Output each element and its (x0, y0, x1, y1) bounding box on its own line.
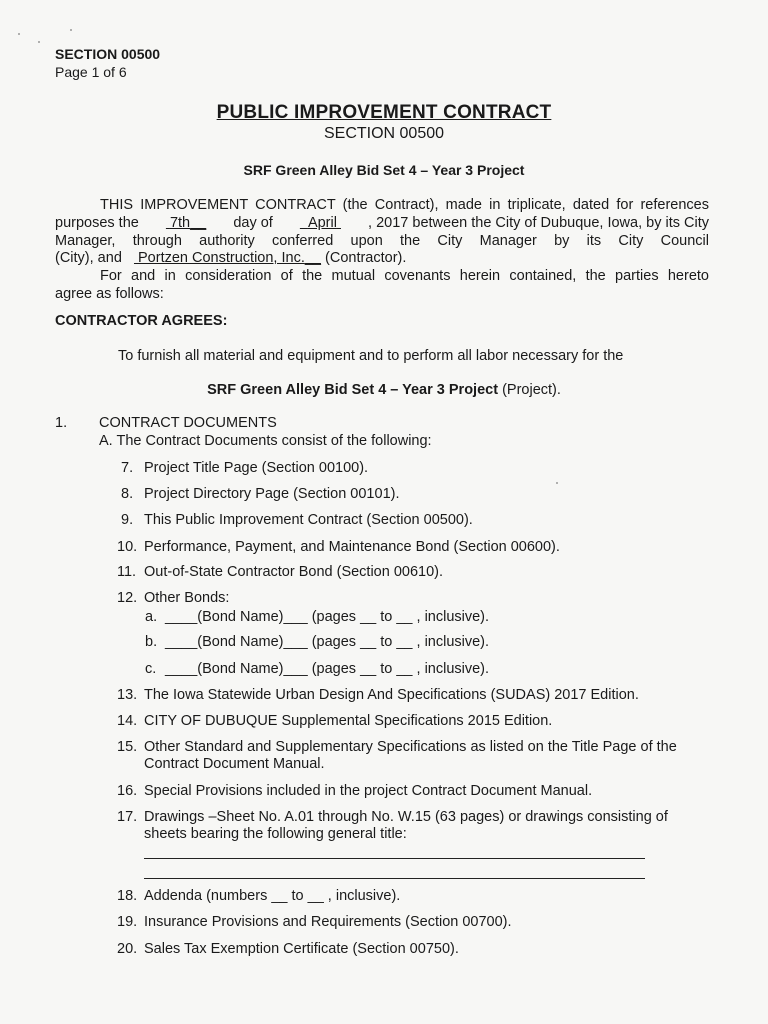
contractor-name-value: Portzen Construction, Inc. (138, 250, 305, 266)
bond-text: ____(Bond Name)___ (pages __ to __ , inclusive). (165, 609, 490, 625)
list-item-number: 11. (117, 564, 137, 580)
contractor-agrees-project (0, 382, 768, 399)
list-item-number: 17. (117, 809, 138, 825)
list-item-text: Out-of-State Contractor Bond (Section 00610). (144, 564, 444, 580)
section-1-intro: A. The Contract Documents consist of the following: (99, 433, 432, 449)
list-item (121, 512, 473, 529)
list-item-text: CITY OF DUBUQUE Supplemental Specifications 2015 Edition. (144, 713, 553, 729)
contract-month (300, 215, 341, 232)
list-item-text: The Iowa Statewide Urban Design And Specifications (SUDAS) 2017 Edition. (144, 687, 639, 703)
project-title: SRF Green Alley Bid Set 4 – Year 3 Project (243, 162, 525, 178)
list-item-text: Special Provisions included in the project Contract Document Manual. (144, 783, 593, 799)
list-item (117, 809, 668, 826)
list-item-text: Addenda (numbers __ to __ , inclusive). (144, 888, 401, 904)
list-item-number: 12. (117, 590, 138, 606)
bond-item (145, 609, 489, 626)
preamble-text: (Contractor). (325, 250, 407, 266)
list-item (117, 888, 400, 905)
preamble-line-6: agree as follows: (55, 286, 164, 302)
list-item (121, 486, 400, 503)
list-item-text: Drawings –Sheet No. A.01 through No. W.15 (63 pages) or drawings consisting of (144, 809, 668, 825)
scan-speck (38, 41, 40, 43)
contract-day-value: 7th (169, 215, 191, 231)
list-item-number: 7. (121, 460, 134, 476)
project-name-bold: SRF Green Alley Bid Set 4 – Year 3 Project (207, 382, 499, 398)
section-1-number: 1. (55, 415, 68, 431)
preamble-line-4 (55, 250, 406, 267)
bond-text: ____(Bond Name)___ (pages __ to __ , inclusive). (165, 634, 490, 650)
scan-speck (70, 29, 72, 31)
bond-item (145, 661, 489, 678)
list-item-number: 18. (117, 888, 138, 904)
list-item-text: Project Directory Page (Section 00101). (144, 486, 400, 502)
list-item (117, 941, 459, 958)
list-item-number: 14. (117, 713, 138, 729)
list-item-number: 16. (117, 783, 138, 799)
scan-speck (556, 482, 558, 484)
list-item-continuation: sheets bearing the following general title: (144, 826, 407, 842)
preamble-line-2 (55, 215, 709, 232)
preamble-line-5: For and in consideration of the mutual covenants herein contained, the parties hereto (100, 268, 709, 284)
list-item (117, 687, 639, 704)
list-item (117, 564, 443, 581)
list-item-number: 15. (117, 739, 138, 755)
list-item (117, 783, 592, 800)
section-1-heading: CONTRACT DOCUMENTS (99, 415, 277, 431)
header-page-number: Page 1 of 6 (55, 64, 127, 80)
list-item-text: Other Bonds: (144, 590, 230, 606)
preamble-text: (City), and (55, 250, 122, 266)
preamble-line-3: Manager, through authority conferred upon the City Manager by its City Council (55, 233, 709, 249)
preamble-line-1: THIS IMPROVEMENT CONTRACT (the Contract), made in triplicate, dated for references (100, 197, 709, 213)
bond-text: ____(Bond Name)___ (pages __ to __ , inclusive). (165, 661, 490, 677)
list-item (117, 590, 229, 607)
contract-day: 7th__ (169, 215, 207, 231)
list-item-text: This Public Improvement Contract (Section 00500). (144, 512, 473, 528)
preamble-text: day of (233, 215, 273, 231)
contractor-agrees-text: To furnish all material and equipment and to perform all labor necessary for the (118, 348, 624, 364)
list-item-text: Insurance Provisions and Requirements (Section 00700). (144, 914, 512, 930)
list-item (117, 914, 512, 931)
list-item-text: Other Standard and Supplementary Specifications as listed on the Title Page of the (144, 739, 677, 755)
contractor-name: Portzen Construction, Inc.__ (138, 250, 321, 266)
blank-title-line (144, 858, 645, 859)
bond-letter: c. (145, 661, 157, 677)
blank-title-line (144, 878, 645, 879)
bond-letter: a. (145, 609, 158, 625)
preamble-text: , 2017 between the City of Dubuque, Iowa, by its City (368, 215, 709, 231)
list-item-text: Sales Tax Exemption Certificate (Section 00750). (144, 941, 459, 957)
list-item (117, 739, 677, 756)
list-item-continuation: Contract Document Manual. (144, 756, 325, 772)
list-item (117, 539, 560, 556)
list-item-number: 20. (117, 941, 138, 957)
list-item (117, 713, 552, 730)
document-subtitle: SECTION 00500 (323, 125, 445, 142)
list-item-text: Performance, Payment, and Maintenance Bond (Section 00600). (144, 539, 560, 555)
list-item-number: 10. (117, 539, 138, 555)
document-title: PUBLIC IMPROVEMENT CONTRACT (216, 102, 552, 123)
bond-item (145, 634, 489, 651)
contract-month-value: April (307, 215, 337, 231)
preamble-text: purposes the (55, 215, 139, 231)
scan-speck (18, 33, 20, 35)
project-suffix: (Project). (498, 382, 561, 398)
list-item-text: Project Title Page (Section 00100). (144, 460, 369, 476)
header-section: SECTION 00500 (55, 46, 161, 62)
list-item-number: 13. (117, 687, 138, 703)
contractor-agrees-heading: CONTRACTOR AGREES: (55, 313, 228, 329)
list-item-number: 9. (121, 512, 134, 528)
list-item (121, 460, 368, 477)
list-item-number: 8. (121, 486, 134, 502)
bond-letter: b. (145, 634, 158, 650)
list-item-number: 19. (117, 914, 138, 930)
